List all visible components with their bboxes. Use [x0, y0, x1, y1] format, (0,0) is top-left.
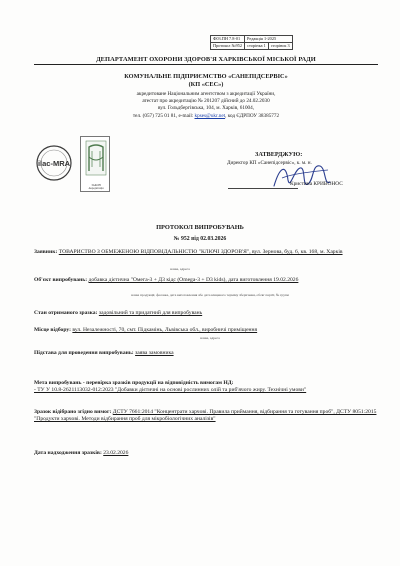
goal-label: Мета випробувань - перевірка зразків продукції на відповідність вимогам НД: — [34, 380, 234, 386]
nak-caption: ЗАКОН Акредитація — [88, 184, 104, 190]
object-value: добавка дієтична "Омега-3 + Д3 кідс (Omega-3 + D3 kids), дата виготовлення 19.02.2026 — [88, 277, 299, 283]
nak-logo — [80, 136, 110, 192]
ilac-mra-logo — [32, 143, 76, 189]
page-number: сторінка 1 — [245, 42, 269, 49]
approval-title: ЗАТВЕРДЖУЮ: — [255, 151, 303, 158]
state-field — [34, 310, 378, 317]
place-label: Місце відбору: — [34, 327, 71, 333]
applicant-label: Заявник: — [34, 249, 58, 255]
company-name-line1: КОМУНАЛЬНЕ ПІДПРИЄМСТВО «САНЕПІДСЕРВІС» — [124, 73, 288, 80]
basis-label: Підстава для проведення випробувань: — [34, 350, 134, 356]
page-count: сторінок 3 — [268, 42, 292, 49]
approval-name: Кристина КРИВОНОС — [290, 181, 343, 187]
sampling-field — [34, 409, 378, 424]
place-caption: назва, адреса — [200, 336, 220, 340]
contacts-line — [34, 113, 378, 120]
protocol-number: № 952 від 02.03.2026 — [173, 236, 227, 242]
contacts-suffix: , код ЄДРПОУ 38385772 — [225, 112, 280, 119]
basis-field — [34, 350, 378, 357]
object-label: Об'єкт випробувань: — [34, 277, 88, 283]
sampling-label: Зразок відібрано згідно вимог: — [34, 409, 112, 415]
accreditation-block — [34, 91, 378, 120]
applicant-caption: назва, адреса — [170, 267, 190, 271]
applicant-field — [34, 249, 378, 256]
date-label: Дата надходження зразків: — [34, 450, 102, 456]
nak-emblem-icon — [81, 137, 111, 179]
department-title: ДЕПАРТАМЕНТ ОХОРОНИ ЗДОРОВ'Я ХАРКІВСЬКОЇ МІСЬКОЇ РАДИ — [34, 56, 378, 65]
state-value: задовільний та придатний для випробувань — [98, 310, 203, 316]
applicant-value: ТОВАРИСТВО З ОБМЕЖЕНОЮ ВІДПОВІДАЛЬНІСТЮ "КЛЮЧІ ЗДОРОВ'Я", вул. Зернова, буд. 6, кв. 168, м. Харків — [58, 249, 343, 255]
protocol-title: ПРОТОКОЛ ВИПРОБУВАНЬ — [156, 224, 244, 231]
basis-value: заява замовника — [135, 350, 174, 356]
sampling-value: ДСТУ 7661:2014 "Концентрати харчові. Правила приймання, відбирання та готування проб", ДСТУ 8051:2015 "Продукти харчові. Методи відбирання проб для мікробіологічних аналізів" — [34, 409, 377, 423]
company-name-line2: (КП «СЕС») — [188, 81, 224, 88]
contacts-prefix: тел. (057) 725 01 81, e-mail: — [132, 112, 195, 119]
goal-value: - ТУ У 10.8-2621113032-012:2023 "Добавки дієтичні на основі рослинних олій та риб'ячого жиру. Технічні умови" — [34, 387, 307, 394]
place-value: вул. Незалежності, 70, смт. Підкамінь, Львівська обл., виробничі приміщення — [72, 327, 258, 333]
date-field — [34, 450, 378, 457]
accreditation-line1: акредитоване Національним агентством з акредитації України, — [136, 91, 276, 97]
email-link[interactable]: kpses@ukr.net — [194, 112, 226, 119]
address-line: вул. Гольдбергівська, 104, м. Харків, 61004, — [157, 105, 255, 112]
protocol-ref: Протокол №952 — [211, 42, 245, 49]
registration-table — [210, 35, 293, 50]
company-name — [34, 73, 378, 89]
goal-field — [34, 380, 378, 395]
date-value: 23.02.2026 — [103, 450, 129, 456]
state-label: Стан отриманого зразка: — [34, 310, 98, 316]
ilac-logo-text: ilac-MRA — [37, 159, 71, 168]
edition: Редакція 1-2025 — [245, 36, 293, 43]
signature-icon — [268, 156, 338, 198]
place-field — [34, 327, 378, 334]
object-field — [34, 277, 378, 284]
accreditation-line2: атестат про акредитацію № 201207 дійсний до 24.02.2030 — [142, 98, 270, 105]
approval-position: Директор КП «Санепідсервіс», к. м. н. — [227, 160, 312, 166]
form-code: Ф03.ПН 7.8-01 — [211, 36, 245, 43]
object-caption: назва продукції, фасовка, дата виготовлення або дата кінцевого терміну зберігання, обсяг партії, № групи — [131, 293, 289, 297]
